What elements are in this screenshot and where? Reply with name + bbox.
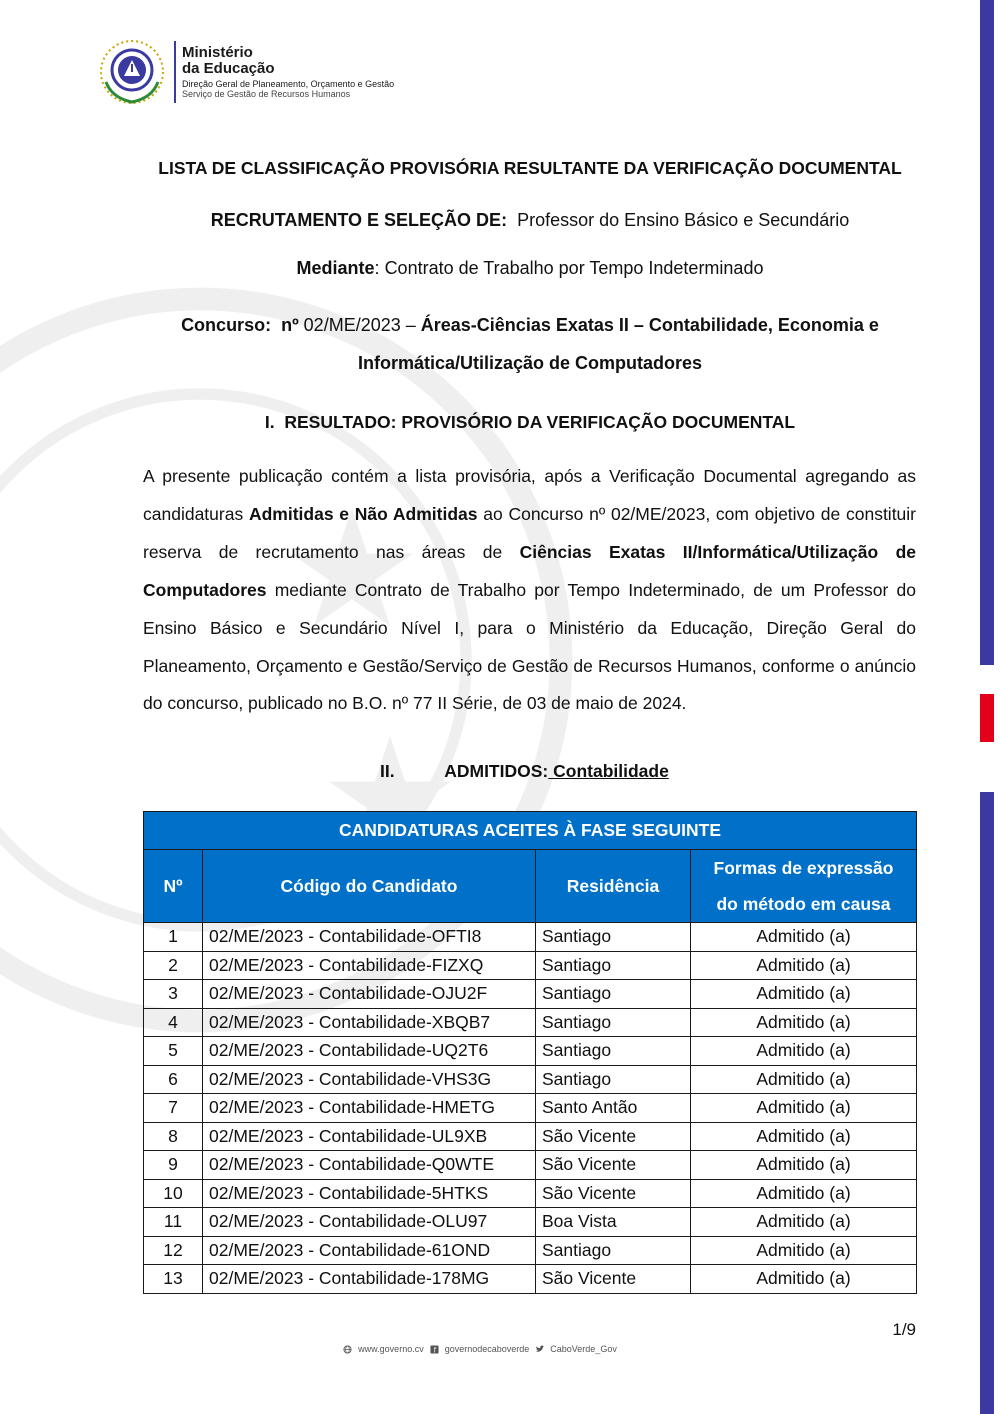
table-row — [144, 1179, 917, 1208]
row-status: Admitido (a) — [691, 1122, 917, 1151]
paragraph-bold-1: Admitidas e Não Admitidas — [248, 503, 478, 524]
row-number: 12 — [144, 1236, 203, 1265]
row-residence: Boa Vista — [536, 1208, 691, 1237]
table-row — [144, 1122, 917, 1151]
row-status: Admitido (a) — [691, 1094, 917, 1123]
row-candidate-code: 02/ME/2023 - Contabilidade-Q0WTE — [203, 1151, 536, 1180]
letterhead — [98, 38, 394, 106]
row-candidate-code: 02/ME/2023 - Contabilidade-VHS3G — [203, 1065, 536, 1094]
row-status: Admitido (a) — [691, 951, 917, 980]
row-candidate-code: 02/ME/2023 - Contabilidade-UL9XB — [203, 1122, 536, 1151]
row-residence: Santo Antão — [536, 1094, 691, 1123]
candidates-table — [143, 811, 917, 1294]
document-title: LISTA DE CLASSIFICAÇÃO PROVISÓRIA RESULTANTE DA VERIFICAÇÃO DOCUMENTAL — [158, 158, 902, 178]
table-caption: CANDIDATURAS ACEITES À FASE SEGUINTE — [144, 812, 917, 850]
mediante-value: Contrato de Trabalho por Tempo Indeterminado — [384, 258, 764, 278]
concurso-label: Concurso: — [181, 315, 272, 335]
paragraph-text-3: mediante Contrato de Trabalho por Tempo Indeterminado, de um Professor do Ensino Básico e Secundário Nível I, para o Ministério da Educação, Direção Geral do Planeamento, Orçamento e Gestão/Serviço de Gestão de Recursos Humanos, conforme o anúncio do concurso, publicado no B.O. nº 77 II Série, de 03 de maio de 2024. — [143, 579, 916, 714]
intro-paragraph — [143, 458, 916, 723]
table-row — [144, 1037, 917, 1066]
row-number: 4 — [144, 1008, 203, 1037]
table-row — [144, 1094, 917, 1123]
footer-facebook-link[interactable]: governodecaboverde — [444, 1344, 530, 1354]
row-residence: Santiago — [536, 1037, 691, 1066]
paragraph-text-2: ao Concurso nº 02/ME/2023, com objetivo de constituir reserva de recrutamento nas áreas de — [143, 503, 917, 562]
twitter-icon — [535, 1345, 544, 1354]
row-status: Admitido (a) — [691, 1037, 917, 1066]
footer-website-link[interactable]: www.governo.cv — [358, 1344, 424, 1354]
row-number: 8 — [144, 1122, 203, 1151]
footer-twitter-link[interactable]: CaboVerde_Gov — [550, 1344, 617, 1354]
service-name: Serviço de Gestão de Recursos Humanos — [182, 88, 351, 99]
row-status: Admitido (a) — [691, 1179, 917, 1208]
row-number: 10 — [144, 1179, 203, 1208]
table-row — [144, 1065, 917, 1094]
table-row — [144, 1208, 917, 1237]
row-number: 7 — [144, 1094, 203, 1123]
table-row — [144, 1151, 917, 1180]
globe-icon — [343, 1345, 352, 1354]
section-2-number: II. — [380, 761, 395, 781]
row-candidate-code: 02/ME/2023 - Contabilidade-OJU2F — [203, 980, 536, 1009]
page-number: 1/9 — [892, 1320, 916, 1339]
row-number: 9 — [144, 1151, 203, 1180]
row-number: 3 — [144, 980, 203, 1009]
header-number: Nº — [144, 850, 203, 923]
section-1-number: I. — [264, 412, 275, 432]
row-number: 1 — [144, 923, 203, 952]
row-residence: Santiago — [536, 951, 691, 980]
paragraph-text-1: A presente publicação contém a lista provisória, após a Verificação Documental agregando as candidaturas — [143, 466, 916, 524]
row-number: 6 — [144, 1065, 203, 1094]
brand-bar-red — [980, 694, 994, 742]
section-1-label: RESULTADO: PROVISÓRIO DA VERIFICAÇÃO DOCUMENTAL — [284, 412, 796, 432]
table-row — [144, 1236, 917, 1265]
concurso-value: 02/ME/2023 – — [303, 315, 416, 335]
section-2-label: ADMITIDOS: — [444, 761, 549, 781]
row-candidate-code: 02/ME/2023 - Contabilidade-XBQB7 — [203, 1008, 536, 1037]
facebook-icon — [430, 1345, 439, 1354]
concurso-area: Áreas-Ciências Exatas II – Contabilidade, Economia e — [420, 315, 879, 335]
row-residence: São Vicente — [536, 1122, 691, 1151]
header-divider — [174, 41, 176, 103]
row-candidate-code: 02/ME/2023 - Contabilidade-61OND — [203, 1236, 536, 1265]
row-status: Admitido (a) — [691, 1236, 917, 1265]
concurso-no: nº — [281, 315, 299, 335]
header-residence: Residência — [536, 850, 691, 923]
table-row — [144, 1265, 917, 1294]
row-residence: São Vicente — [536, 1151, 691, 1180]
paragraph-bold-2: Ciências Exatas II/Informática/Utilização de Computadores — [143, 541, 916, 600]
row-candidate-code: 02/ME/2023 - Contabilidade-UQ2T6 — [203, 1037, 536, 1066]
table-body — [144, 923, 917, 1294]
department-name: Direção Geral de Planeamento, Orçamento e Gestão — [182, 78, 395, 89]
section-2-heading — [380, 761, 669, 782]
recruit-label: RECRUTAMENTO E SELEÇÃO DE — [210, 210, 502, 230]
row-status: Admitido (a) — [691, 1208, 917, 1237]
recruitment-line: RECRUTAMENTO E SELEÇÃO DE: Professor do Ensino Básico e Secundário — [210, 210, 850, 230]
ministry-name-line2: da Educação — [182, 60, 275, 78]
ministry-name-line1: Ministério — [182, 43, 253, 61]
section-1-heading — [140, 412, 920, 433]
row-residence: São Vicente — [536, 1179, 691, 1208]
national-seal-icon — [98, 38, 166, 106]
row-status: Admitido (a) — [691, 923, 917, 952]
row-residence: São Vicente — [536, 1265, 691, 1294]
row-number: 11 — [144, 1208, 203, 1237]
row-status: Admitido (a) — [691, 1151, 917, 1180]
concurso-line — [140, 306, 920, 382]
header-status: Formas de expressão do método em causa — [691, 850, 917, 923]
row-number: 5 — [144, 1037, 203, 1066]
table-row — [144, 951, 917, 980]
row-status: Admitido (a) — [691, 980, 917, 1009]
table-row — [144, 1008, 917, 1037]
section-2-area: Contabilidade — [548, 761, 669, 781]
mediante-label: Mediante — [296, 258, 375, 278]
row-candidate-code: 02/ME/2023 - Contabilidade-OLU97 — [203, 1208, 536, 1237]
row-status: Admitido (a) — [691, 1008, 917, 1037]
mediante-line: Mediante: Contrato de Trabalho por Tempo Indeterminado — [296, 258, 764, 278]
table-row — [144, 980, 917, 1009]
brand-bar-bottom — [980, 792, 994, 1414]
footer — [0, 1344, 960, 1354]
row-number: 2 — [144, 951, 203, 980]
row-candidate-code: 02/ME/2023 - Contabilidade-OFTI8 — [203, 923, 536, 952]
row-residence: Santiago — [536, 1065, 691, 1094]
row-number: 13 — [144, 1265, 203, 1294]
recruit-value: Professor do Ensino Básico e Secundário — [517, 210, 850, 230]
row-candidate-code: 02/ME/2023 - Contabilidade-178MG — [203, 1265, 536, 1294]
row-residence: Santiago — [536, 1236, 691, 1265]
header-candidate-code: Código do Candidato — [203, 850, 536, 923]
brand-bar-top — [980, 0, 994, 665]
row-candidate-code: 02/ME/2023 - Contabilidade-HMETG — [203, 1094, 536, 1123]
table-row — [144, 923, 917, 952]
svg-text:f: f — [433, 1345, 436, 1354]
row-residence: Santiago — [536, 923, 691, 952]
concurso-area-2: Informática/Utilização de Computadores — [357, 353, 703, 373]
row-residence: Santiago — [536, 980, 691, 1009]
row-candidate-code: 02/ME/2023 - Contabilidade-5HTKS — [203, 1179, 536, 1208]
row-status: Admitido (a) — [691, 1265, 917, 1294]
row-status: Admitido (a) — [691, 1065, 917, 1094]
row-candidate-code: 02/ME/2023 - Contabilidade-FIZXQ — [203, 951, 536, 980]
row-residence: Santiago — [536, 1008, 691, 1037]
